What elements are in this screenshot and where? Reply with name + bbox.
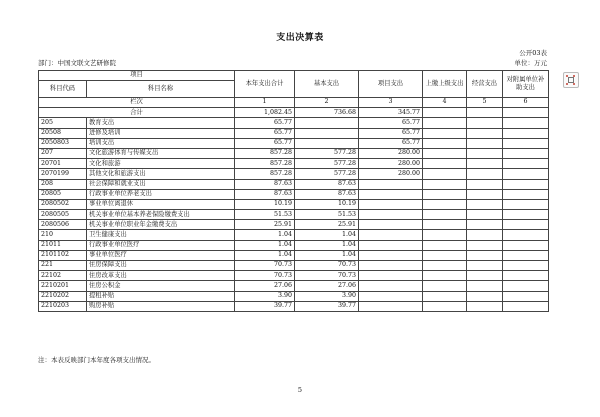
cell-subsidy <box>503 148 549 158</box>
cell-upper <box>423 159 467 169</box>
cell-code: 2210203 <box>39 301 87 311</box>
cell-name: 提租补贴 <box>87 291 235 301</box>
cell-subsidy <box>503 250 549 260</box>
cell-total: 87.63 <box>235 189 295 199</box>
cell-upper <box>423 291 467 301</box>
column-index-label: 栏次 <box>39 98 235 108</box>
cell-name: 进修及培训 <box>87 128 235 138</box>
cell-project <box>359 271 423 281</box>
total-basic: 736.68 <box>295 108 359 118</box>
column-index-6: 6 <box>503 98 549 108</box>
cell-basic: 577.28 <box>295 159 359 169</box>
screenshot-tool-icon[interactable] <box>563 72 579 88</box>
column-index-3: 3 <box>359 98 423 108</box>
header-upper: 上缴上级支出 <box>423 71 467 98</box>
cell-business <box>467 169 503 179</box>
cell-basic: 25.91 <box>295 220 359 230</box>
cell-business <box>467 179 503 189</box>
cell-total: 857.28 <box>235 169 295 179</box>
cell-subsidy <box>503 291 549 301</box>
form-number: 公开03表 <box>519 49 547 57</box>
table-row <box>39 148 549 158</box>
total-project: 345.77 <box>359 108 423 118</box>
table-row <box>39 179 549 189</box>
cell-upper <box>423 179 467 189</box>
cell-name: 机关事业单位基本养老保险缴费支出 <box>87 210 235 220</box>
cell-name: 住房公积金 <box>87 281 235 291</box>
header-business: 经营支出 <box>467 71 503 98</box>
cell-name: 行政事业单位医疗 <box>87 240 235 250</box>
cell-upper <box>423 301 467 311</box>
cell-code: 2210202 <box>39 291 87 301</box>
cell-code: 20701 <box>39 159 87 169</box>
cell-business <box>467 271 503 281</box>
cell-subsidy <box>503 281 549 291</box>
cell-name: 购房补贴 <box>87 301 235 311</box>
column-index-row <box>39 98 549 108</box>
cell-project: 65.77 <box>359 128 423 138</box>
cell-business <box>467 148 503 158</box>
cell-name: 培训支出 <box>87 138 235 148</box>
cell-project <box>359 189 423 199</box>
cell-name: 住房保障支出 <box>87 261 235 271</box>
cell-code: 2101102 <box>39 250 87 260</box>
column-index-2: 2 <box>295 98 359 108</box>
cell-basic: 39.77 <box>295 301 359 311</box>
cell-subsidy <box>503 159 549 169</box>
table-row <box>39 291 549 301</box>
cell-name: 文化和旅游 <box>87 159 235 169</box>
table-row <box>39 138 549 148</box>
cell-business <box>467 301 503 311</box>
table-row <box>39 199 549 209</box>
cell-project <box>359 210 423 220</box>
cell-code: 2080505 <box>39 210 87 220</box>
cell-subsidy <box>503 220 549 230</box>
total-subsidy <box>503 108 549 118</box>
cell-project <box>359 301 423 311</box>
cell-code: 221 <box>39 261 87 271</box>
cell-basic <box>295 138 359 148</box>
cell-code: 205 <box>39 118 87 128</box>
cell-subsidy <box>503 199 549 209</box>
cell-business <box>467 230 503 240</box>
cell-name: 社会保障和就业支出 <box>87 179 235 189</box>
cell-upper <box>423 169 467 179</box>
cell-subsidy <box>503 179 549 189</box>
cell-basic: 577.28 <box>295 169 359 179</box>
cell-name: 事业单位医疗 <box>87 250 235 260</box>
cell-upper <box>423 199 467 209</box>
column-index-4: 4 <box>423 98 467 108</box>
cell-upper <box>423 189 467 199</box>
cell-business <box>467 128 503 138</box>
cell-name: 文化旅游体育与传媒支出 <box>87 148 235 158</box>
header-row-1 <box>39 71 549 81</box>
header-project: 项目支出 <box>359 71 423 98</box>
cell-total: 1.04 <box>235 230 295 240</box>
cell-project: 65.77 <box>359 118 423 128</box>
cell-total: 51.53 <box>235 210 295 220</box>
cell-code: 2080506 <box>39 220 87 230</box>
cell-code: 207 <box>39 148 87 158</box>
cell-upper <box>423 138 467 148</box>
cell-project <box>359 240 423 250</box>
page-title: 支出决算表 <box>276 33 324 43</box>
cell-upper <box>423 128 467 138</box>
total-upper <box>423 108 467 118</box>
cell-basic: 87.63 <box>295 179 359 189</box>
table-row <box>39 159 549 169</box>
cell-basic: 70.73 <box>295 271 359 281</box>
cell-basic: 1.04 <box>295 230 359 240</box>
header-total: 本年支出合计 <box>235 71 295 98</box>
table-row <box>39 128 549 138</box>
cell-upper <box>423 250 467 260</box>
cell-business <box>467 210 503 220</box>
total-business <box>467 108 503 118</box>
cell-business <box>467 261 503 271</box>
table-row <box>39 240 549 250</box>
cell-project <box>359 281 423 291</box>
table-row <box>39 210 549 220</box>
cell-code: 2080502 <box>39 199 87 209</box>
cell-subsidy <box>503 169 549 179</box>
cell-basic <box>295 118 359 128</box>
cell-subsidy <box>503 138 549 148</box>
cell-basic: 3.90 <box>295 291 359 301</box>
cell-code: 21011 <box>39 240 87 250</box>
cell-basic: 1.04 <box>295 240 359 250</box>
cell-total: 3.90 <box>235 291 295 301</box>
header-subsidy: 对附属单位补助支出 <box>503 71 549 98</box>
cell-code: 2210201 <box>39 281 87 291</box>
cell-code: 210 <box>39 230 87 240</box>
total-row <box>39 108 549 118</box>
cell-code: 2070199 <box>39 169 87 179</box>
cell-basic: 70.73 <box>295 261 359 271</box>
table-row <box>39 118 549 128</box>
header-code: 科目代码 <box>39 81 87 98</box>
total-total: 1,082.45 <box>235 108 295 118</box>
cell-basic: 51.53 <box>295 210 359 220</box>
cell-basic <box>295 128 359 138</box>
cell-project <box>359 230 423 240</box>
header-item-group: 项目 <box>39 71 235 81</box>
table-row <box>39 261 549 271</box>
cell-name: 机关事业单位职业年金缴费支出 <box>87 220 235 230</box>
cell-upper <box>423 281 467 291</box>
cell-subsidy <box>503 118 549 128</box>
cell-upper <box>423 271 467 281</box>
cell-project <box>359 291 423 301</box>
expenditure-table <box>38 70 549 312</box>
cell-total: 857.28 <box>235 159 295 169</box>
cell-basic: 87.63 <box>295 189 359 199</box>
cell-total: 1.04 <box>235 250 295 260</box>
cell-name: 教育支出 <box>87 118 235 128</box>
cell-upper <box>423 220 467 230</box>
cell-basic: 10.19 <box>295 199 359 209</box>
cell-upper <box>423 230 467 240</box>
cell-total: 65.77 <box>235 128 295 138</box>
cell-name: 其他文化和旅游支出 <box>87 169 235 179</box>
cell-total: 857.28 <box>235 148 295 158</box>
cell-project: 65.77 <box>359 138 423 148</box>
cell-total: 65.77 <box>235 138 295 148</box>
cell-code: 20508 <box>39 128 87 138</box>
unit-label: 单位：万元 <box>514 59 547 67</box>
department-label: 部门：中国文联文艺研修院 <box>38 59 116 67</box>
cell-business <box>467 220 503 230</box>
cell-business <box>467 281 503 291</box>
cell-business <box>467 138 503 148</box>
total-label: 合计 <box>39 108 235 118</box>
cell-upper <box>423 148 467 158</box>
table-row <box>39 271 549 281</box>
cell-code: 20805 <box>39 189 87 199</box>
cell-subsidy <box>503 189 549 199</box>
cell-basic: 1.04 <box>295 250 359 260</box>
cell-business <box>467 240 503 250</box>
cell-total: 27.06 <box>235 281 295 291</box>
cell-name: 卫生健康支出 <box>87 230 235 240</box>
cell-subsidy <box>503 261 549 271</box>
cell-code: 208 <box>39 179 87 189</box>
cell-total: 87.63 <box>235 179 295 189</box>
cell-subsidy <box>503 230 549 240</box>
cell-subsidy <box>503 128 549 138</box>
page-number: 5 <box>297 386 303 394</box>
column-index-1: 1 <box>235 98 295 108</box>
table-row <box>39 189 549 199</box>
table-row <box>39 301 549 311</box>
cell-code: 2050803 <box>39 138 87 148</box>
cell-upper <box>423 118 467 128</box>
table-row <box>39 230 549 240</box>
cell-total: 39.77 <box>235 301 295 311</box>
cell-upper <box>423 240 467 250</box>
cell-subsidy <box>503 210 549 220</box>
cell-business <box>467 250 503 260</box>
cell-upper <box>423 210 467 220</box>
cell-total: 65.77 <box>235 118 295 128</box>
cell-project: 280.00 <box>359 148 423 158</box>
header-name: 科目名称 <box>87 81 235 98</box>
cell-business <box>467 118 503 128</box>
cell-business <box>467 291 503 301</box>
cell-total: 70.73 <box>235 271 295 281</box>
cell-subsidy <box>503 301 549 311</box>
cell-project: 280.00 <box>359 169 423 179</box>
cell-name: 住房改革支出 <box>87 271 235 281</box>
cell-project <box>359 250 423 260</box>
cell-project <box>359 199 423 209</box>
table-row <box>39 250 549 260</box>
cell-subsidy <box>503 240 549 250</box>
cell-project <box>359 220 423 230</box>
cell-total: 70.73 <box>235 261 295 271</box>
cell-project <box>359 261 423 271</box>
cell-project <box>359 179 423 189</box>
cell-code: 22102 <box>39 271 87 281</box>
cell-upper <box>423 261 467 271</box>
table-row <box>39 169 549 179</box>
cell-basic: 577.28 <box>295 148 359 158</box>
cell-total: 25.91 <box>235 220 295 230</box>
table-row <box>39 281 549 291</box>
cell-basic: 27.06 <box>295 281 359 291</box>
cell-business <box>467 189 503 199</box>
table-row <box>39 220 549 230</box>
column-index-5: 5 <box>467 98 503 108</box>
cell-business <box>467 199 503 209</box>
cell-name: 行政事业单位养老支出 <box>87 189 235 199</box>
cell-subsidy <box>503 271 549 281</box>
header-basic: 基本支出 <box>295 71 359 98</box>
footnote: 注：本表反映部门本年度各项支出情况。 <box>38 356 155 364</box>
cell-total: 1.04 <box>235 240 295 250</box>
cell-total: 10.19 <box>235 199 295 209</box>
cell-name: 事业单位离退休 <box>87 199 235 209</box>
cell-business <box>467 159 503 169</box>
cell-project: 280.00 <box>359 159 423 169</box>
